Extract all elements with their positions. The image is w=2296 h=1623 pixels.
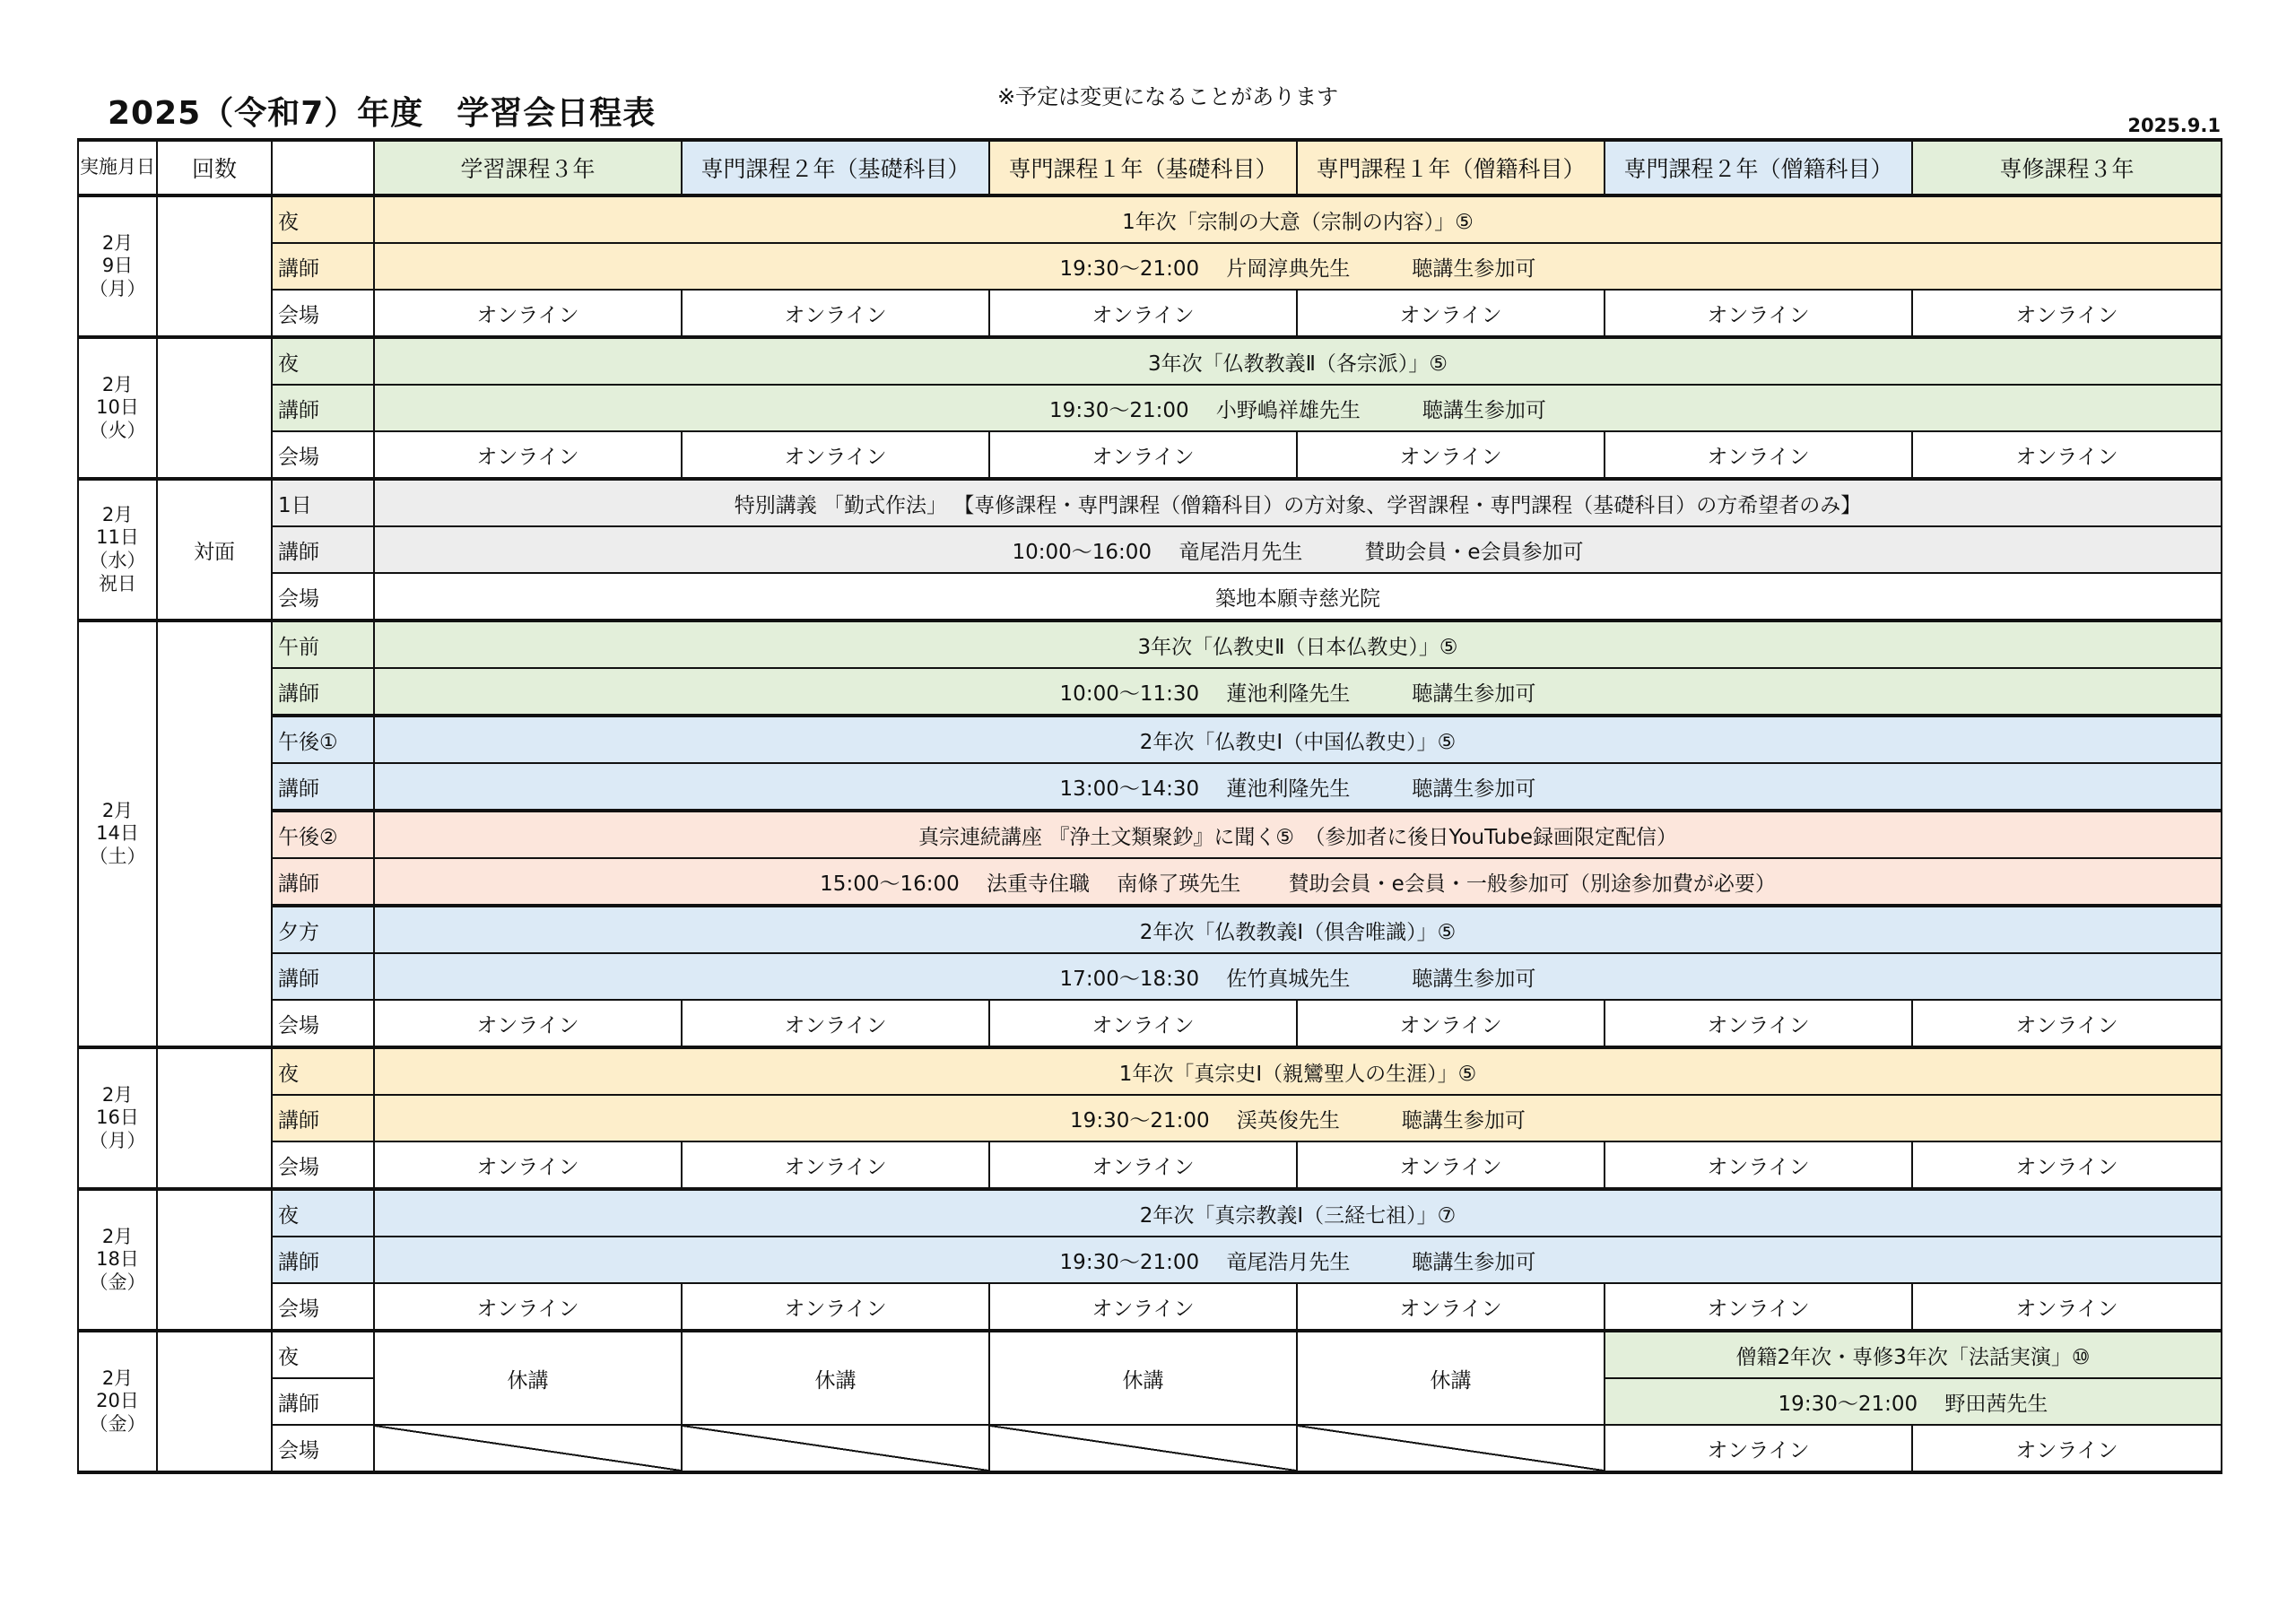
lecturer-info: 19:30〜21:00 野田茜先生 — [1605, 1378, 2222, 1425]
venue-row — [78, 573, 2222, 621]
count-cell — [157, 1331, 272, 1472]
date-month: 2月 — [101, 1083, 134, 1106]
venue-cell: オンライン — [374, 1141, 682, 1189]
venue-cell: オンライン — [682, 1000, 989, 1047]
venue-cell: オンライン — [989, 1000, 1297, 1047]
lecturer-info: 17:00〜18:30 佐竹真城先生 聴講生参加可 — [374, 953, 2222, 1000]
row-label: 講師 — [272, 858, 374, 906]
schedule-row — [78, 906, 2222, 953]
venue-cell: オンライン — [374, 1000, 682, 1047]
count-cell — [157, 1047, 272, 1189]
schedule-row — [78, 668, 2222, 716]
course-header-senmon-2-soseki: 専門課程２年（僧籍科目） — [1605, 140, 1912, 195]
venue-cell: オンライン — [682, 290, 989, 337]
date-cell — [78, 479, 157, 621]
course-header-senmon-1-soseki: 専門課程１年（僧籍科目） — [1297, 140, 1605, 195]
lecturer-info: 19:30〜21:00 竜尾浩月先生 聴講生参加可 — [374, 1237, 2222, 1283]
date-cell — [78, 1047, 157, 1189]
cancelled-cell: 休講 — [1297, 1331, 1605, 1425]
date-weekday: （月） — [89, 277, 146, 299]
row-label: 講師 — [272, 1095, 374, 1141]
date-column-header-text: 実施月日 — [80, 156, 155, 178]
count-cell: 対面 — [157, 479, 272, 621]
row-label: 午後① — [272, 716, 374, 763]
date-weekday: （土） — [89, 845, 146, 867]
row-label: 夕方 — [272, 906, 374, 953]
session-title: 2年次「真宗教義Ⅰ（三経七祖）」⑦ — [374, 1189, 2222, 1237]
venue-cell: オンライン — [374, 431, 682, 479]
row-label: 会場 — [272, 1141, 374, 1189]
issue-date: 2025.9.1 — [2127, 115, 2221, 136]
row-label: 講師 — [272, 1237, 374, 1283]
venue-row — [78, 1425, 2222, 1472]
schedule-row — [78, 337, 2222, 385]
date-weekday: （金） — [89, 1271, 146, 1293]
venue-cell: オンライン — [1605, 431, 1912, 479]
row-label: 講師 — [272, 385, 374, 431]
venue-cell: オンライン — [1297, 431, 1605, 479]
lecturer-info: 19:30〜21:00 小野嶋祥雄先生 聴講生参加可 — [374, 385, 2222, 431]
venue-cell: オンライン — [1297, 1283, 1605, 1331]
venue-cell: オンライン — [1297, 1141, 1605, 1189]
row-label: 講師 — [272, 1378, 374, 1425]
course-header-senmon-1-kiso: 専門課程１年（基礎科目） — [989, 140, 1297, 195]
lecturer-info: 13:00〜14:30 蓮池利隆先生 聴講生参加可 — [374, 763, 2222, 811]
row-label: 夜 — [272, 1047, 374, 1095]
venue-cell: オンライン — [1605, 290, 1912, 337]
lecturer-info: 19:30〜21:00 片岡淳典先生 聴講生参加可 — [374, 243, 2222, 290]
venue-row — [78, 1283, 2222, 1331]
row-label: 講師 — [272, 763, 374, 811]
session-title: 3年次「仏教教義Ⅱ（各宗派）」⑤ — [374, 337, 2222, 385]
schedule-row — [78, 195, 2222, 243]
session-title: 2年次「仏教教義Ⅰ（倶舎唯識）」⑤ — [374, 906, 2222, 953]
cancelled-cell: 休講 — [374, 1331, 682, 1425]
date-day: 14日 — [96, 822, 139, 845]
schedule-row — [78, 1237, 2222, 1283]
crossed-out-cell — [374, 1425, 682, 1472]
venue-cell: オンライン — [1912, 1425, 2222, 1472]
date-weekday: （火） — [89, 419, 146, 441]
count-cell — [157, 1189, 272, 1331]
row-label: 午前 — [272, 621, 374, 668]
date-month: 2月 — [101, 1225, 134, 1247]
date-day: 9日 — [101, 255, 134, 277]
schedule-row — [78, 526, 2222, 573]
date-column-header — [78, 140, 157, 195]
schedule-row — [78, 953, 2222, 1000]
venue-cell: オンライン — [1605, 1283, 1912, 1331]
lecturer-info: 10:00〜16:00 竜尾浩月先生 賛助会員・e会員参加可 — [374, 526, 2222, 573]
row-label: 会場 — [272, 573, 374, 621]
page-title: 2025（令和7）年度 学習会日程表 — [108, 95, 657, 132]
date-weekday: （月） — [89, 1129, 146, 1151]
venue-cell: オンライン — [374, 290, 682, 337]
schedule-row — [78, 1047, 2222, 1095]
row-label: 講師 — [272, 953, 374, 1000]
schedule-row — [78, 811, 2222, 858]
count-cell — [157, 195, 272, 337]
venue-cell: オンライン — [1912, 1283, 2222, 1331]
schedule-row — [78, 1331, 2222, 1378]
schedule-table — [77, 138, 2222, 1474]
date-month: 2月 — [101, 503, 134, 525]
session-title: 3年次「仏教史Ⅱ（日本仏教史）」⑤ — [374, 621, 2222, 668]
row-label: 午後② — [272, 811, 374, 858]
schedule-row — [78, 858, 2222, 906]
row-label: 講師 — [272, 243, 374, 290]
cancelled-cell: 休講 — [989, 1331, 1297, 1425]
row-label: 1日 — [272, 479, 374, 526]
date-cell — [78, 1331, 157, 1472]
row-label: 会場 — [272, 1000, 374, 1047]
venue-cell: オンライン — [1297, 290, 1605, 337]
course-header-senmon-2-kiso: 専門課程２年（基礎科目） — [682, 140, 989, 195]
venue-cell: オンライン — [682, 431, 989, 479]
count-cell — [157, 621, 272, 1047]
venue-cell: オンライン — [1297, 1000, 1605, 1047]
lecturer-info: 10:00〜11:30 蓮池利隆先生 聴講生参加可 — [374, 668, 2222, 716]
cancelled-cell: 休講 — [682, 1331, 989, 1425]
change-notice: ※予定は変更になることがあります — [997, 84, 1339, 109]
row-label: 会場 — [272, 1283, 374, 1331]
course-header-senshu-3: 専修課程３年 — [1912, 140, 2222, 195]
session-title: 僧籍2年次・専修3年次「法話実演」⑩ — [1605, 1331, 2222, 1378]
date-month: 2月 — [101, 1367, 134, 1389]
schedule-row — [78, 621, 2222, 668]
schedule-row — [78, 1189, 2222, 1237]
date-weekday: （金） — [89, 1412, 146, 1435]
venue-cell: オンライン — [1912, 1141, 2222, 1189]
count-cell — [157, 337, 272, 479]
lecturer-info: 15:00〜16:00 法重寺住職 南條了瑛先生 賛助会員・e会員・一般参加可（別途参加費が必要） — [374, 858, 2222, 906]
date-cell — [78, 621, 157, 1047]
row-label: 講師 — [272, 668, 374, 716]
session-title: 1年次「宗制の大意（宗制の内容）」⑤ — [374, 195, 2222, 243]
row-label: 会場 — [272, 290, 374, 337]
schedule-row — [78, 763, 2222, 811]
schedule-row — [78, 479, 2222, 526]
schedule-row — [78, 243, 2222, 290]
label-column-header — [272, 140, 374, 195]
course-header-gakushu-3: 学習課程３年 — [374, 140, 682, 195]
venue-cell: オンライン — [1605, 1000, 1912, 1047]
crossed-out-cell — [682, 1425, 989, 1472]
date-cell — [78, 1189, 157, 1331]
venue-cell: オンライン — [374, 1283, 682, 1331]
date-day: 20日 — [96, 1390, 139, 1412]
venue-cell: 築地本願寺慈光院 — [374, 573, 2222, 621]
date-holiday: 祝日 — [99, 572, 136, 595]
row-label: 夜 — [272, 1189, 374, 1237]
venue-cell: オンライン — [989, 1141, 1297, 1189]
row-label: 講師 — [272, 526, 374, 573]
row-label: 夜 — [272, 1331, 374, 1378]
date-day: 18日 — [96, 1248, 139, 1271]
row-label: 会場 — [272, 1425, 374, 1472]
date-cell — [78, 195, 157, 337]
session-title: 真宗連続講座 『浄土文類聚鈔』に聞く⑤ （参加者に後日YouTube録画限定配信） — [374, 811, 2222, 858]
venue-cell: オンライン — [1912, 431, 2222, 479]
schedule-row — [78, 385, 2222, 431]
venue-row — [78, 290, 2222, 337]
date-cell — [78, 337, 157, 479]
lecturer-info: 19:30〜21:00 渓英俊先生 聴講生参加可 — [374, 1095, 2222, 1141]
session-title: 1年次「真宗史Ⅰ（親鸞聖人の生涯）」⑤ — [374, 1047, 2222, 1095]
venue-cell: オンライン — [682, 1283, 989, 1331]
date-day: 16日 — [96, 1107, 139, 1129]
date-day: 10日 — [96, 396, 139, 419]
crossed-out-cell — [1297, 1425, 1605, 1472]
venue-cell: オンライン — [1605, 1425, 1912, 1472]
date-month: 2月 — [101, 231, 134, 254]
venue-row — [78, 431, 2222, 479]
date-month: 2月 — [101, 799, 134, 821]
row-label: 夜 — [272, 337, 374, 385]
venue-cell: オンライン — [1605, 1141, 1912, 1189]
count-column-header: 回数 — [157, 140, 272, 195]
row-label: 夜 — [272, 195, 374, 243]
schedule-row — [78, 1095, 2222, 1141]
schedule-row — [78, 716, 2222, 763]
venue-cell: オンライン — [989, 1283, 1297, 1331]
header-row — [78, 140, 2222, 195]
date-weekday: （水） — [89, 550, 146, 571]
venue-cell: オンライン — [1912, 290, 2222, 337]
venue-row — [78, 1000, 2222, 1047]
date-day: 11日 — [96, 526, 139, 549]
venue-cell: オンライン — [1912, 1000, 2222, 1047]
crossed-out-cell — [989, 1425, 1297, 1472]
session-title: 2年次「仏教史Ⅰ（中国仏教史）」⑤ — [374, 716, 2222, 763]
venue-cell: オンライン — [989, 290, 1297, 337]
venue-cell: オンライン — [682, 1141, 989, 1189]
row-label: 会場 — [272, 431, 374, 479]
date-month: 2月 — [101, 373, 134, 395]
venue-cell: オンライン — [989, 431, 1297, 479]
session-title: 特別講義 「勤式作法」 【専修課程・専門課程（僧籍科目）の方対象、学習課程・専門課程（基礎科目）の方希望者のみ】 — [374, 479, 2222, 526]
venue-row — [78, 1141, 2222, 1189]
